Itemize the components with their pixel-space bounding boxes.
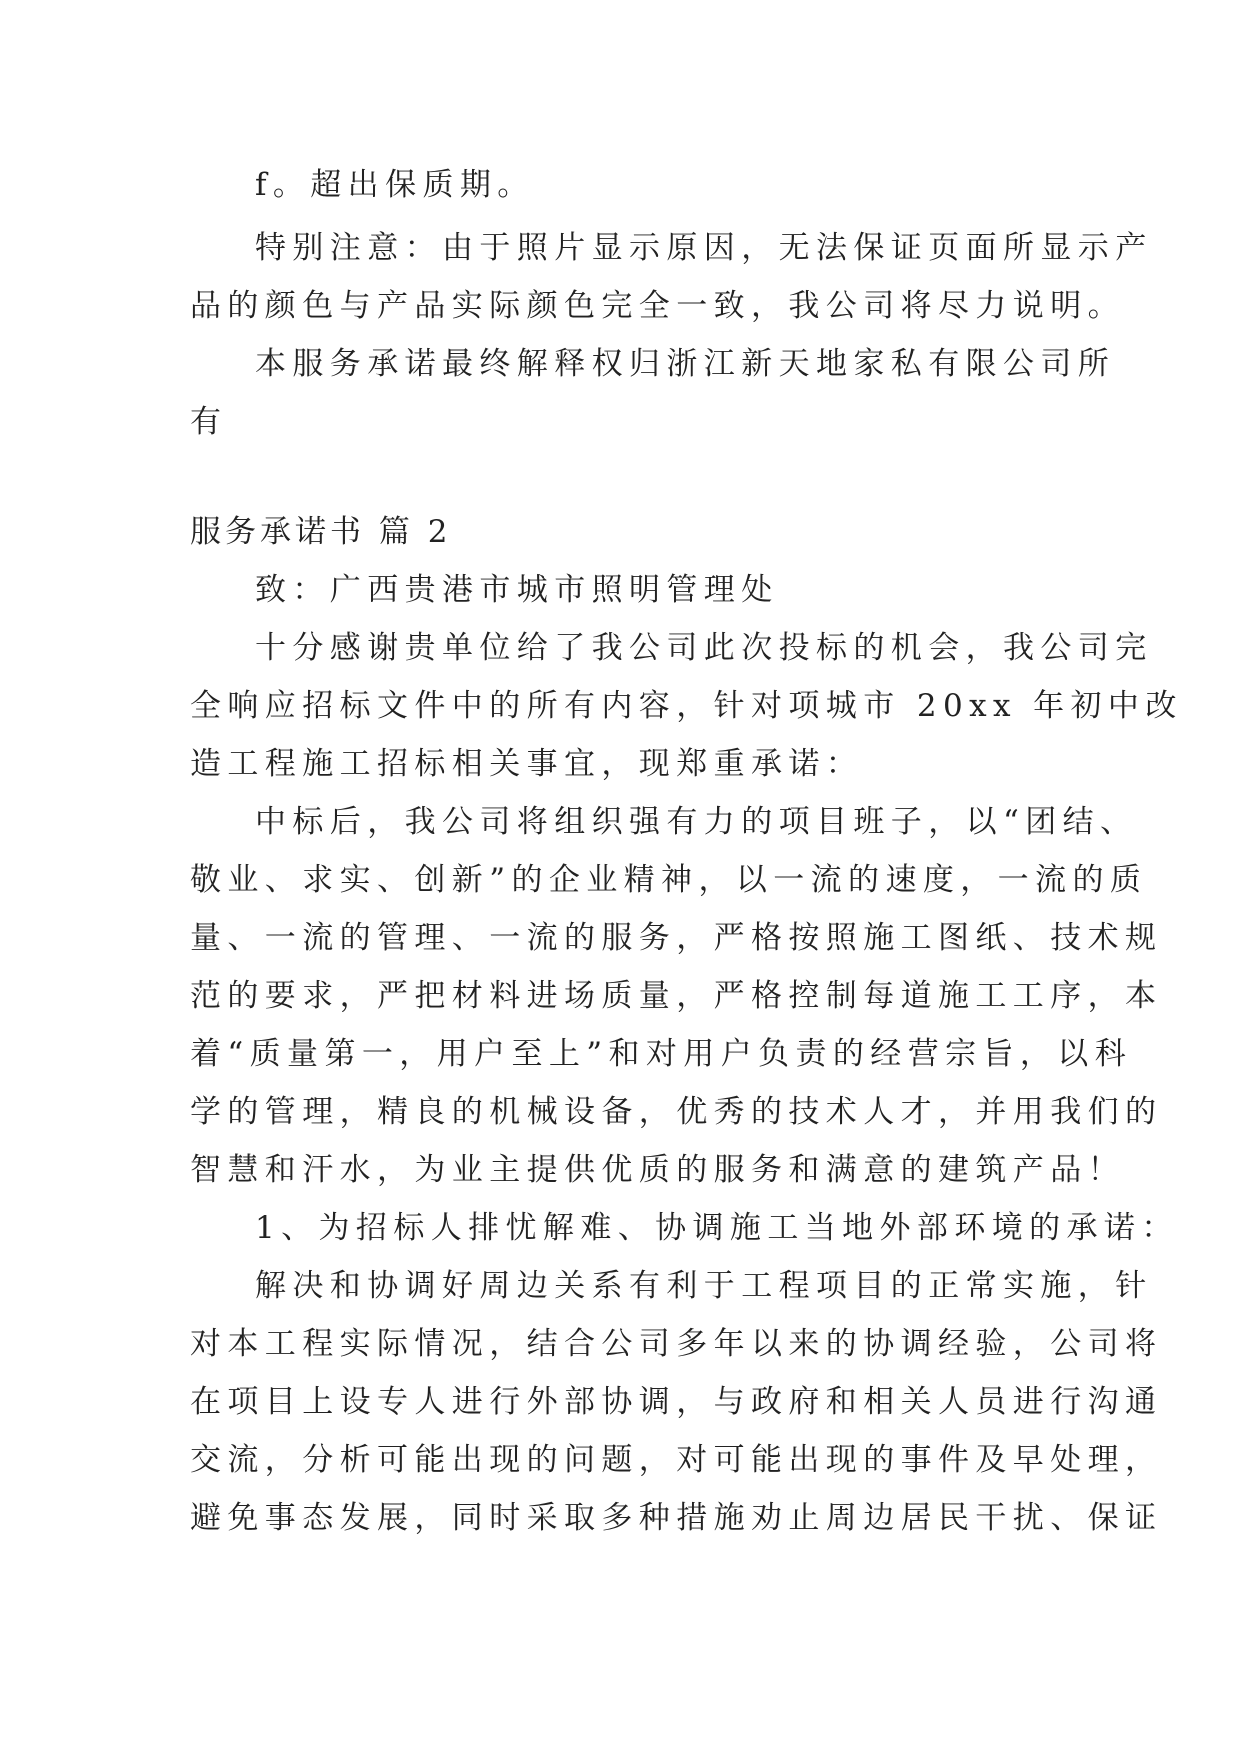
commitment-line-7: 智慧和汗水，为业主提供优质的服务和满意的建筑产品！ xyxy=(190,1152,1125,1188)
item-f-text: f。超出保质期。 xyxy=(255,167,535,203)
section1-line-5: 避免事态发展，同时采取多种措施劝止周边居民干扰、保证 xyxy=(190,1500,1163,1536)
commitment-line-1: 中标后，我公司将组织强有力的项目班子，以“团结、 xyxy=(255,804,1138,840)
notice-line-2: 品的颜色与产品实际颜色完全一致，我公司将尽力说明。 xyxy=(190,288,1125,324)
section1-heading: 1、为招标人排忧解难、协调施工当地外部环境的承诺： xyxy=(255,1210,1179,1246)
rights-line-2: 有 xyxy=(190,404,228,440)
section-title: 服务承诺书 篇 2 xyxy=(190,514,452,550)
intro-line-2: 全响应招标文件中的所有内容，针对项城市 20xx 年初中改 xyxy=(190,688,1183,724)
intro-line-3: 造工程施工招标相关事宜，现郑重承诺： xyxy=(190,746,864,782)
commitment-line-4: 范的要求，严把材料进场质量，严格控制每道施工工序，本 xyxy=(190,978,1163,1014)
commitment-line-6: 学的管理，精良的机械设备，优秀的技术人才，并用我们的 xyxy=(190,1094,1163,1130)
notice-line-1: 特别注意：由于照片显示原因，无法保证页面所显示产 xyxy=(255,230,1153,266)
commitment-line-3: 量、一流的管理、一流的服务，严格按照施工图纸、技术规 xyxy=(190,920,1163,956)
commitment-line-5: 着“质量第一，用户至上”和对用户负责的经营宗旨，以科 xyxy=(190,1036,1133,1072)
recipient-line: 致：广西贵港市城市照明管理处 xyxy=(255,572,779,608)
commitment-line-2: 敬业、求实、创新”的企业精神，以一流的速度，一流的质 xyxy=(190,862,1148,898)
intro-line-1: 十分感谢贵单位给了我公司此次投标的机会，我公司完 xyxy=(255,630,1153,666)
section1-line-3: 在项目上设专人进行外部协调，与政府和相关人员进行沟通 xyxy=(190,1384,1163,1420)
section1-line-1: 解决和协调好周边关系有利于工程项目的正常实施，针 xyxy=(255,1268,1153,1304)
section1-line-2: 对本工程实际情况，结合公司多年以来的协调经验，公司将 xyxy=(190,1326,1163,1362)
rights-line-1: 本服务承诺最终解释权归浙江新天地家私有限公司所 xyxy=(255,346,1116,382)
section1-line-4: 交流，分析可能出现的问题，对可能出现的事件及早处理， xyxy=(190,1442,1163,1478)
